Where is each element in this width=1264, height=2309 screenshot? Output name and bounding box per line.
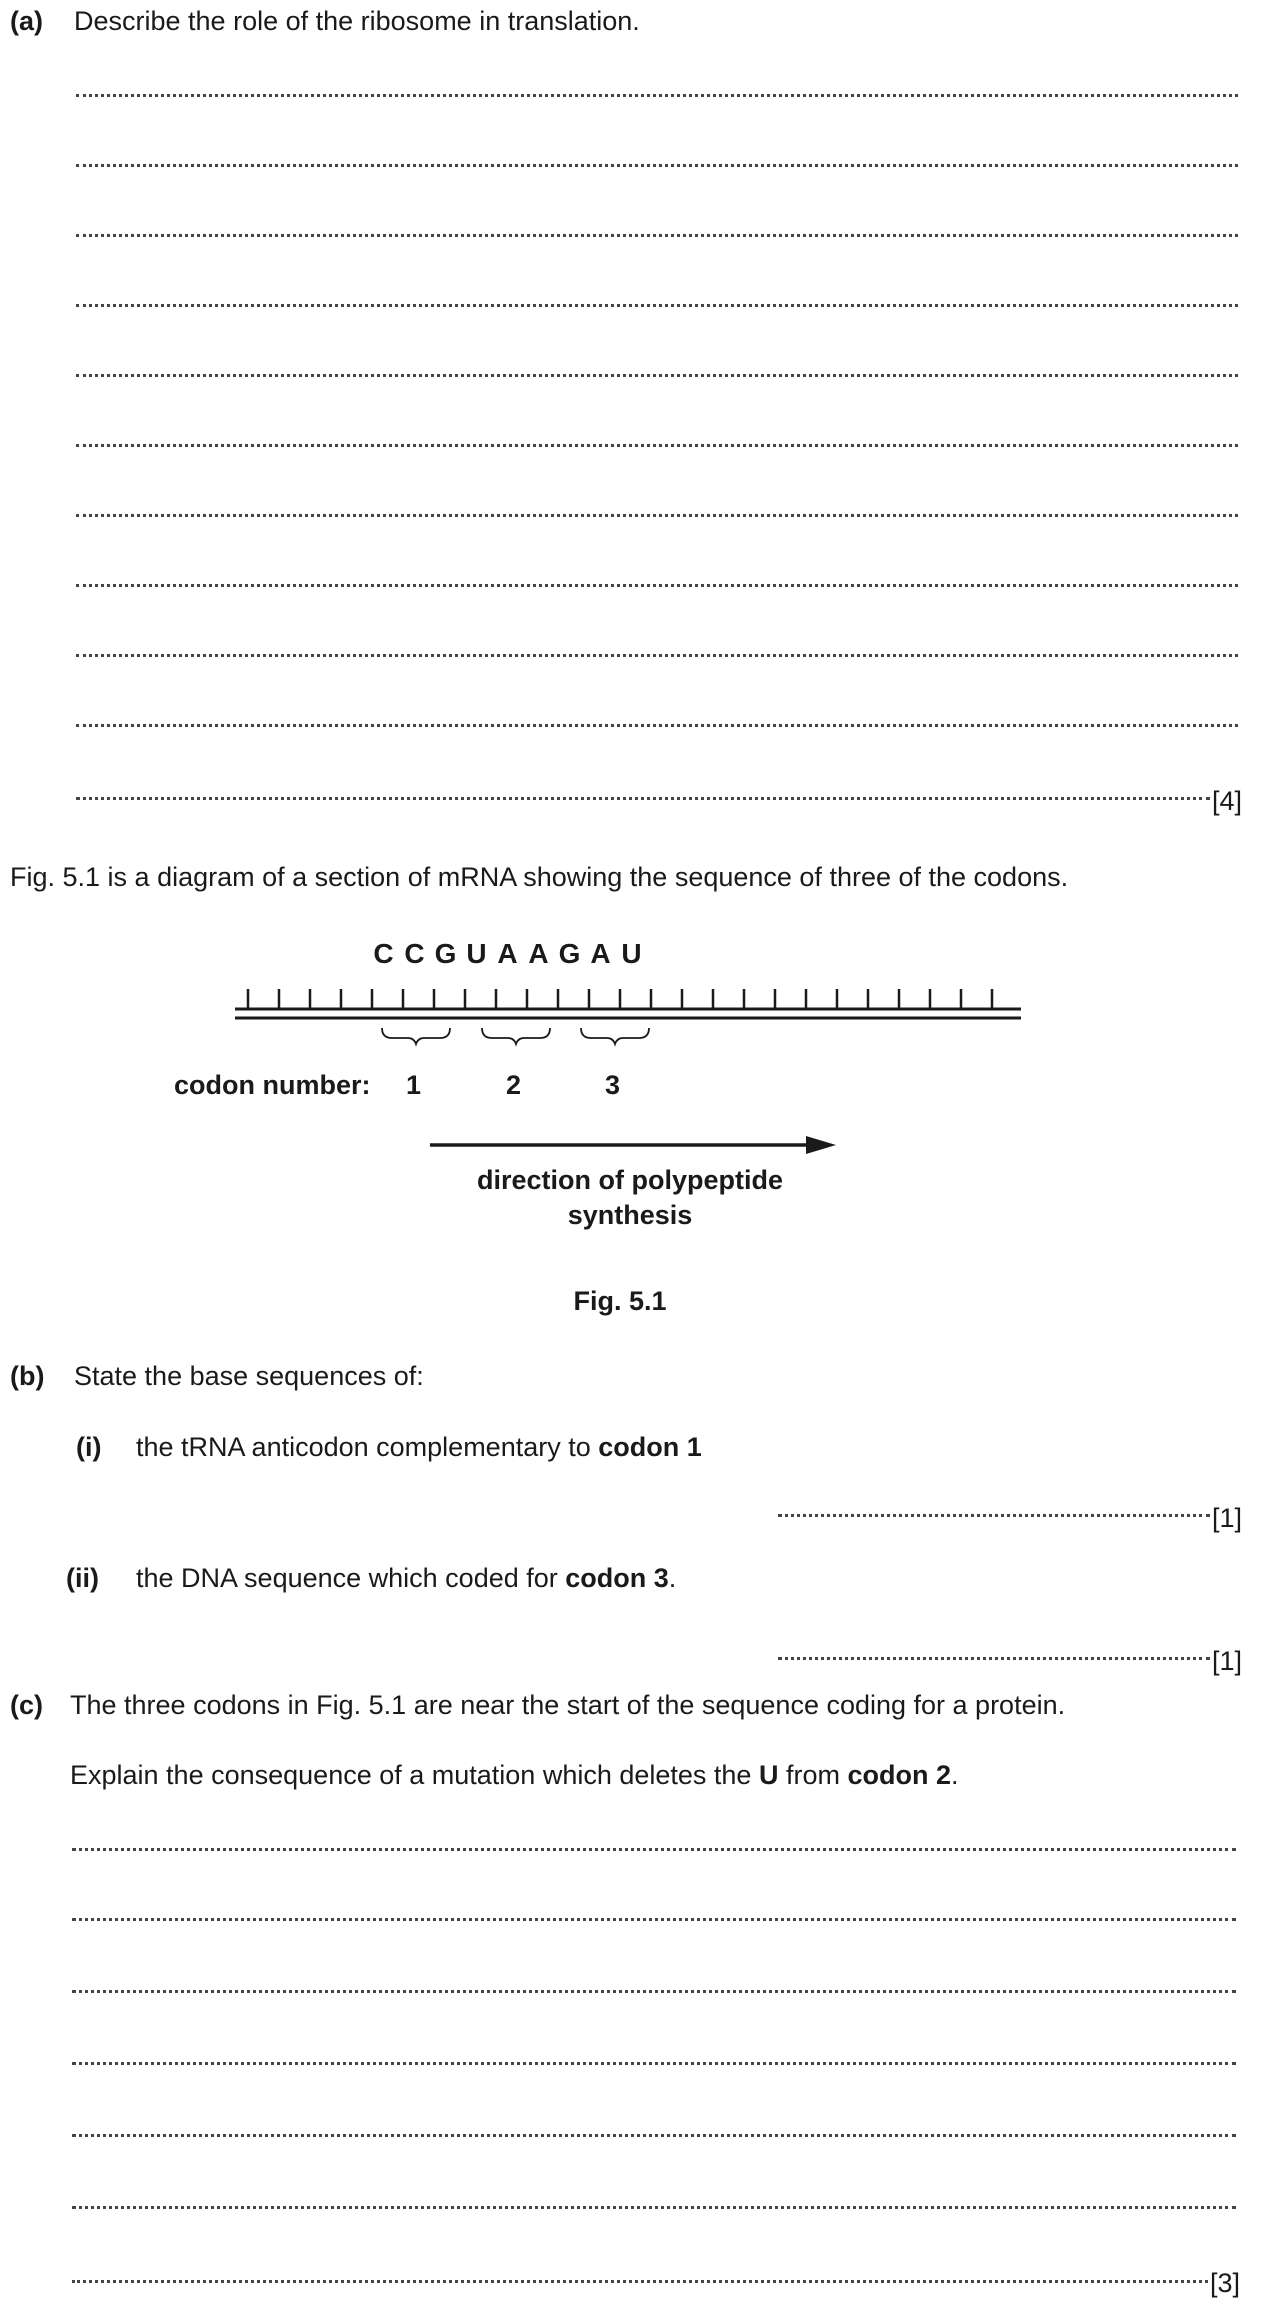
question-text: Explain the consequence of a mutation which deletes the: [70, 1760, 759, 1790]
part-c-mark: [3]: [1210, 2268, 1241, 2298]
answer-line[interactable]: [72, 2206, 1236, 2209]
part-a-mark: [4]: [1212, 786, 1243, 816]
part-a-question: Describe the role of the ribosome in translation.: [74, 6, 640, 36]
base: A: [497, 938, 518, 969]
base: G: [558, 938, 581, 969]
direction-label-line2: synthesis: [567, 1200, 693, 1230]
part-c-label: (c): [10, 1690, 43, 1720]
part-b-i-mark: [1]: [1212, 1503, 1243, 1533]
part-b-i-label: (i): [76, 1432, 102, 1462]
codon-2-brace: [482, 1028, 550, 1044]
part-b-i-answer-line[interactable]: [778, 1514, 1210, 1517]
codon-number-1: 1: [406, 1070, 422, 1100]
answer-line[interactable]: [72, 2134, 1236, 2137]
codon-number-label: codon number:: [174, 1070, 371, 1100]
codon-number-3: 3: [605, 1070, 621, 1100]
base-ticks: [248, 989, 992, 1009]
question-bold-text: codon 3: [565, 1563, 669, 1593]
codon-1-brace: [382, 1028, 450, 1044]
direction-arrowhead: [806, 1136, 836, 1154]
question-text: the tRNA anticodon complementary to: [136, 1432, 599, 1462]
answer-line[interactable]: [72, 2062, 1236, 2065]
base: U: [621, 938, 642, 969]
base: A: [528, 938, 549, 969]
question-bold-text: codon 1: [598, 1432, 702, 1462]
answer-line[interactable]: [72, 1990, 1236, 1993]
part-b-ii-mark: [1]: [1212, 1646, 1243, 1676]
part-b-ii-question: [136, 1563, 676, 1594]
base: C: [373, 938, 394, 969]
part-b-ii-label: (ii): [66, 1563, 99, 1593]
base: A: [590, 938, 611, 969]
question-text: .: [668, 1563, 677, 1593]
codon-number-2: 2: [506, 1070, 522, 1100]
codon-3-brace: [581, 1028, 649, 1044]
base: U: [466, 938, 487, 969]
answer-line[interactable]: [72, 1848, 1236, 1851]
answer-line[interactable]: [72, 2280, 1208, 2283]
direction-label-line1: direction of polypeptide: [476, 1165, 783, 1195]
part-a-label: (a): [10, 6, 43, 36]
part-c-line1: The three codons in Fig. 5.1 are near the start of the sequence coding for a protein.: [70, 1690, 1066, 1720]
question-bold-text: U: [758, 1760, 779, 1790]
question-text: from: [778, 1760, 848, 1790]
question-bold-text: codon 2: [847, 1760, 951, 1790]
part-b-label: (b): [10, 1361, 45, 1391]
fig-intro-text: Fig. 5.1 is a diagram of a section of mRNA showing the sequence of three of the codons.: [10, 862, 1069, 892]
figure-caption: Fig. 5.1: [573, 1286, 667, 1316]
question-text: the DNA sequence which coded for: [136, 1563, 566, 1593]
part-c-line2: [70, 1760, 959, 1791]
question-text: .: [950, 1760, 959, 1790]
base: C: [404, 938, 425, 969]
base: G: [434, 938, 457, 969]
answer-line[interactable]: [72, 1918, 1236, 1921]
part-b-question: State the base sequences of:: [74, 1361, 424, 1391]
part-b-ii-answer-line[interactable]: [778, 1657, 1210, 1660]
part-b-i-question: [136, 1432, 702, 1463]
